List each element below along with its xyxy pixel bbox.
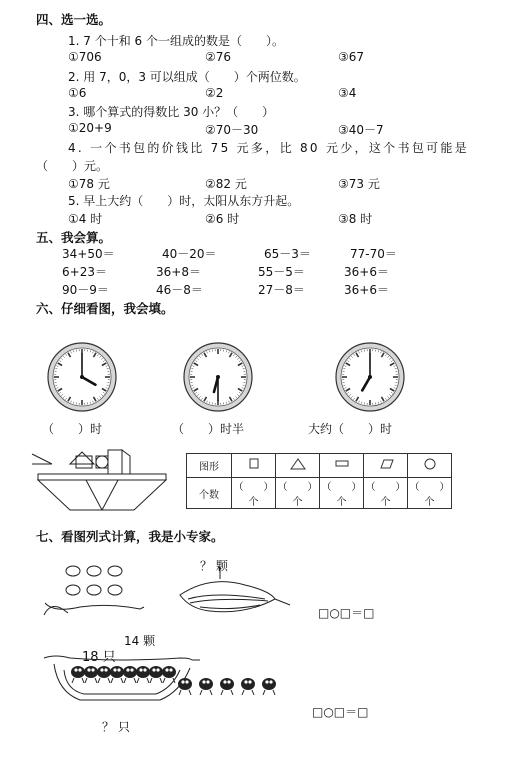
duck-icon (162, 666, 176, 683)
clock-tick (351, 356, 352, 357)
clock-tick (71, 401, 72, 403)
clock-tick (58, 363, 62, 366)
clock-tick (66, 398, 67, 400)
clock-tick (349, 358, 350, 359)
clock-tick (107, 385, 109, 386)
clock-tick (390, 389, 394, 392)
clock-tick (359, 401, 360, 403)
clock-tick (385, 354, 386, 356)
clock-tick (230, 353, 233, 357)
count-cell-rectangle: （ ）个 (320, 478, 364, 509)
q1-option-1: ①706 (68, 50, 102, 64)
parallelogram-icon (364, 454, 408, 478)
q1-option-2: ②76 (205, 50, 232, 64)
section-5-title: 五、我会算。 (36, 230, 112, 245)
clock-tick (239, 392, 241, 393)
clock-tick (207, 351, 208, 353)
calc-item: 27－8＝ (258, 283, 305, 297)
clock-tick (347, 392, 349, 393)
clock-tick (192, 366, 194, 367)
clock-tick (346, 389, 350, 392)
clock-1-rim (48, 343, 116, 411)
q2-option-2: ②2 (205, 86, 224, 100)
clock-tick (90, 402, 91, 404)
boat-shapes-figure (30, 450, 180, 530)
calc-item: 6+23＝ (62, 265, 107, 279)
clock-1-pivot (80, 375, 84, 379)
clock-tick (93, 351, 94, 353)
clock-2-label: （ ）时半 (172, 422, 245, 436)
q4-option-2: ②82 元 (205, 177, 247, 191)
clock-tick (199, 356, 200, 357)
clock-tick (73, 402, 74, 404)
clock-tick (59, 392, 61, 393)
duck-icon (123, 666, 137, 683)
calc-item: 55－5＝ (258, 265, 305, 279)
clock-tick (106, 388, 108, 389)
clock-tick (356, 353, 359, 357)
clock-tick (390, 363, 394, 366)
table-header-shape: 图形 (187, 454, 232, 478)
clock-tick (394, 388, 396, 389)
clock-tick (93, 401, 94, 403)
clock-tick (378, 402, 379, 404)
clock-tick (66, 354, 67, 356)
clock-tick (191, 385, 193, 386)
calc-item: 90－9＝ (62, 283, 109, 297)
clock-1-label: （ ）时 (42, 422, 103, 436)
q2-option-1: ①6 (68, 86, 87, 100)
clock-tick (389, 394, 390, 395)
clock-tick (191, 368, 193, 369)
calc-item: 65－3＝ (264, 247, 311, 261)
clock-tick (55, 368, 57, 369)
clock-tick (71, 351, 72, 353)
calc-item: 36+8＝ (156, 265, 201, 279)
clock-tick (101, 358, 102, 359)
q2-stem: 2. 用 7，0，3 可以组成（ ）个两位数。 (68, 70, 306, 84)
duck-icon (262, 678, 276, 695)
clock-tick (103, 361, 105, 362)
clock-tick (107, 368, 109, 369)
q3-stem: 3. 哪个算式的得数比 30 小？（ ） (68, 105, 275, 119)
clock-tick (395, 385, 397, 386)
q5-option-1: ①4 时 (68, 212, 103, 226)
clock-3-pivot (368, 375, 372, 379)
clock-tick (235, 396, 236, 397)
clock-tick (359, 351, 360, 353)
clock-tick (229, 401, 230, 403)
clock-tick (351, 396, 352, 397)
clock-tick (90, 350, 91, 352)
q1-stem: 1. 7 个十和 6 个一组成的数是（ ）。 (68, 34, 284, 48)
clock-3-face (341, 348, 399, 406)
calc-item: 46－8＝ (156, 283, 203, 297)
clock-3-hour-hand (362, 377, 370, 390)
ducks-boat-figure (40, 648, 340, 718)
clock-tick (385, 398, 386, 400)
q5-option-3: ③8 时 (338, 212, 373, 226)
clock-tick (382, 353, 385, 357)
count-cell-parallelogram: （ ）个 (364, 478, 408, 509)
clock-tick (63, 396, 64, 397)
clock-tick (361, 402, 362, 404)
clock-tick (235, 356, 236, 357)
clock-tick (99, 356, 100, 357)
clock-tick (209, 350, 210, 352)
duck-icon (97, 666, 111, 683)
clock-tick (194, 363, 198, 366)
beans-figure (40, 555, 310, 625)
clock-tick (68, 397, 71, 401)
clock-3-label: 大约（ ）时 (308, 422, 393, 436)
section-6-title: 六、仔细看图，我会填。 (36, 301, 174, 316)
clock-tick (68, 353, 71, 357)
clock-tick (73, 350, 74, 352)
clock-tick (56, 388, 58, 389)
clock-tick (55, 385, 57, 386)
formula-1: □○□＝□ (318, 606, 375, 620)
calc-item: 40－20＝ (162, 247, 217, 261)
clock-tick (94, 353, 97, 357)
clock-tick (395, 368, 397, 369)
ducks-total-label: 14 颗 (124, 634, 156, 648)
ducks-question-label: ？ 只 (102, 720, 130, 734)
clock-tick (238, 389, 242, 392)
clock-tick (226, 350, 227, 352)
calc-item: 36+6＝ (344, 283, 389, 297)
clock-tick (63, 356, 64, 357)
clock-tick (361, 350, 362, 352)
clock-2-pivot (216, 375, 220, 379)
clock-tick (197, 358, 198, 359)
clock-tick (197, 394, 198, 395)
calc-item: 36+6＝ (344, 265, 389, 279)
beans-question-label: ？ 颗 (200, 559, 228, 573)
clock-tick (226, 402, 227, 404)
clock-tick (237, 394, 238, 395)
formula-2: □○□＝□ (312, 705, 369, 719)
circle-icon (408, 454, 452, 478)
section-7-title: 七、看图列式计算，我是小专家。 (36, 529, 224, 544)
clock-tick (238, 363, 242, 366)
calc-item: 77-70＝ (350, 247, 397, 261)
clock-tick (195, 392, 197, 393)
clock-tick (202, 354, 203, 356)
duck-icon (149, 666, 163, 683)
shape-count-table (186, 453, 452, 509)
clock-tick (97, 354, 98, 356)
clock-tick (387, 396, 388, 397)
triangle-icon (276, 454, 320, 478)
clock-tick (243, 368, 245, 369)
clock-tick (61, 394, 62, 395)
q5-stem: 5. 早上大约（ ）时，太阳从东方升起。 (68, 194, 300, 208)
clock-tick (59, 361, 61, 362)
clock-1-face (53, 348, 111, 406)
clock-tick (94, 397, 97, 401)
clock-tick (229, 351, 230, 353)
clock-tick (354, 398, 355, 400)
clock-tick (237, 358, 238, 359)
count-cell-circle: （ ）个 (408, 478, 452, 509)
clock-2-rim (184, 343, 252, 411)
clock-tick (61, 358, 62, 359)
duck-icon (199, 678, 213, 695)
q4-option-3: ③73 元 (338, 177, 380, 191)
count-cell-square: （ ）个 (232, 478, 276, 509)
clock-tick (192, 388, 194, 389)
q4-stem: 4. 一个书包的价钱比 75 元多，比 80 元少，这个书包可能是 (68, 141, 469, 155)
clock-tick (394, 366, 396, 367)
clock-tick (102, 363, 106, 366)
clock-tick (391, 361, 393, 362)
clock-tick (389, 358, 390, 359)
clock-tick (344, 366, 346, 367)
clock-tick (233, 354, 234, 356)
clock-tick (391, 392, 393, 393)
q1-option-3: ③67 (338, 50, 365, 64)
clock-tick (194, 389, 198, 392)
rectangle-icon (320, 454, 364, 478)
clock-tick (349, 394, 350, 395)
q4-stem-continued: （ ）元。 (36, 159, 109, 173)
duck-icon (71, 666, 85, 683)
calc-item: 34+50＝ (62, 247, 115, 261)
duck-icon (84, 666, 98, 683)
clock-tick (242, 366, 244, 367)
q5-option-2: ②6 时 (205, 212, 240, 226)
duck-icon (241, 678, 255, 695)
clock-tick (347, 361, 349, 362)
clock-tick (199, 396, 200, 397)
clock-tick (354, 354, 355, 356)
clock-tick (106, 366, 108, 367)
q3-option-1: ①20+9 (68, 121, 112, 135)
clock-1-hour-hand (82, 377, 95, 385)
duck-icon (110, 666, 124, 683)
clock-tick (381, 351, 382, 353)
clock-tick (202, 398, 203, 400)
clock-tick (204, 397, 207, 401)
clock-tick (356, 397, 359, 401)
section-4-title: 四、选一选。 (36, 12, 112, 27)
clock-tick (343, 385, 345, 386)
clock-tick (378, 350, 379, 352)
clock-tick (58, 389, 62, 392)
q2-option-3: ③4 (338, 86, 357, 100)
duck-icon (178, 678, 192, 695)
clock-tick (103, 392, 105, 393)
clock-2-face (189, 348, 247, 406)
q3-option-3: ③40－7 (338, 123, 384, 137)
clock-3-rim (336, 343, 404, 411)
table-header-count: 个数 (187, 478, 232, 509)
clock-tick (204, 353, 207, 357)
clock-tick (242, 388, 244, 389)
q3-option-2: ②70－30 (205, 123, 259, 137)
q4-option-1: ①78 元 (68, 177, 110, 191)
clock-tick (56, 366, 58, 367)
clock-tick (381, 401, 382, 403)
clock-tick (209, 402, 210, 404)
clock-tick (195, 361, 197, 362)
clock-tick (207, 401, 208, 403)
clock-tick (99, 396, 100, 397)
clock-tick (387, 356, 388, 357)
clock-tick (101, 394, 102, 395)
clock-tick (343, 368, 345, 369)
clock-tick (382, 397, 385, 401)
clock-tick (243, 385, 245, 386)
clock-tick (102, 389, 106, 392)
duck-icon (220, 678, 234, 695)
clock-tick (97, 398, 98, 400)
boat-count-label: 18 只 (82, 650, 116, 665)
clock-tick (344, 388, 346, 389)
clock-2-hour-hand (214, 377, 218, 392)
count-cell-triangle: （ ）个 (276, 478, 320, 509)
duck-icon (136, 666, 150, 683)
clock-tick (233, 398, 234, 400)
clock-tick (346, 363, 350, 366)
square-icon (232, 454, 276, 478)
clock-tick (230, 397, 233, 401)
clock-tick (239, 361, 241, 362)
